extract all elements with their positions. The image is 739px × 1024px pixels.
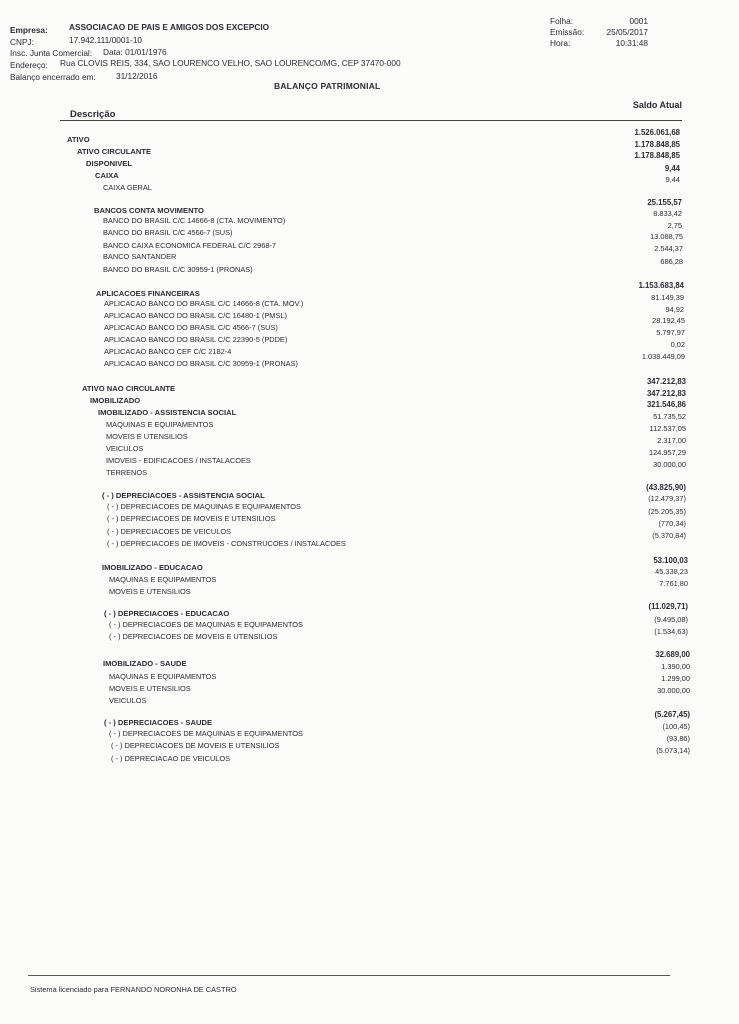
column-saldo-atual: Saldo Atual <box>632 100 682 110</box>
account-group-label: IMOBILIZADO - EDUCACAO <box>102 563 203 572</box>
account-group-balance: 321.546,86 <box>646 400 686 409</box>
account-label: ( - ) DEPRECIACOES DE MAQUINAS E EQUIPAMENTOS <box>109 620 303 629</box>
account-label: MOVEIS E UTENSILIOS <box>109 684 191 693</box>
account-group-label: ( - ) DEPRECIACOES - SAUDE <box>104 718 213 727</box>
account-group-balance: 1.153.683,84 <box>638 281 684 290</box>
emissao-value: 25/05/2017 <box>606 27 648 37</box>
account-label: TERRENOS <box>106 468 148 477</box>
account-balance: (5.370,84) <box>652 531 686 540</box>
account-balance: (1.534,63) <box>654 627 688 636</box>
folha-value: 0001 <box>629 16 648 26</box>
meta-folha <box>550 16 648 27</box>
account-label: ( - ) DEPRECIACOES DE MAQUINAS E EQUIPAMENTOS <box>109 729 303 738</box>
account-label: VEICULOS <box>106 444 144 453</box>
account-balance: 2.317,00 <box>657 436 686 445</box>
account-group-balance: 1.178.848,85 <box>634 140 680 149</box>
account-balance: (93,86) <box>666 734 690 743</box>
balanco-value: 31/12/2016 <box>116 71 158 81</box>
account-balance: 2.544,37 <box>654 244 683 253</box>
account-label: APLICACAO BANCO DO BRASIL C/C 14666-8 (CTA. MOV.) <box>104 299 304 308</box>
account-group-balance: (11.029,71) <box>648 602 688 611</box>
account-group-label: APLICACOES FINANCEIRAS <box>96 289 200 298</box>
account-balance: 112.537,05 <box>649 424 686 433</box>
account-label: MOVEIS E UTENSILIOS <box>106 432 188 441</box>
account-group-balance: 53.100,03 <box>653 556 688 565</box>
cnpj-label: CNPJ: <box>10 37 34 47</box>
account-label: BANCO DO BRASIL C/C 14666-8 (CTA. MOVIMENTO) <box>103 216 286 225</box>
account-label: ( - ) DEPRECIACOES DE MOVEIS E UTENSILIOS <box>111 741 280 750</box>
account-label: ( - ) DEPRECIACOES DE VEICULOS <box>107 527 232 536</box>
account-group-label: ( - ) DEPRECIACOES - EDUCACAO <box>104 609 230 618</box>
empresa-label: Empresa: <box>10 25 48 35</box>
endereco-label: Endereço: <box>10 60 48 70</box>
footer-text: Sistema licenciado para FERNANDO NORONHA DE CASTRO <box>30 985 237 994</box>
account-group-label: ATIVO NAO CIRCULANTE <box>82 384 176 393</box>
emissao-label: Emissão: <box>550 27 585 37</box>
account-group-label: DISPONIVEL <box>86 159 132 168</box>
account-balance: (12.479,37) <box>648 494 686 503</box>
account-balance: 45.338,23 <box>655 567 688 576</box>
meta-block <box>550 16 648 50</box>
account-balance: 1.390,00 <box>661 662 690 671</box>
balanco-line <box>10 71 158 82</box>
account-balance: 9,44 <box>665 175 680 184</box>
endereco-line <box>10 58 401 70</box>
account-balance: (100,45) <box>662 722 690 731</box>
column-descricao: Descrição <box>70 109 116 120</box>
account-group-balance: 1.178.848,85 <box>634 151 680 160</box>
report-title: BALANÇO PATRIMONIAL <box>274 81 381 91</box>
account-balance: 30.000,00 <box>657 686 690 695</box>
cnpj-line <box>10 35 143 47</box>
account-balance: (25.205,35) <box>648 507 686 516</box>
account-label: ( - ) DEPRECIACOES DE MAQUINAS E EQUIPAMENTOS <box>107 502 301 511</box>
junta-label: Insc. Junta Comercial: <box>10 48 93 58</box>
account-label: IMOVEIS - EDIFICACOES / INSTALACOES <box>106 456 251 465</box>
account-group-balance: 347.212,83 <box>646 389 686 398</box>
account-label: APLICACAO BANCO CEF C/C 2182-4 <box>104 347 232 356</box>
account-label: BANCO SANTANDER <box>103 252 177 261</box>
account-group-label: IMOBILIZADO - SAUDE <box>103 659 187 668</box>
hora-label: Hora: <box>550 38 571 48</box>
account-label: VEICULOS <box>109 696 147 705</box>
account-group-balance: (5.267,45) <box>654 710 690 719</box>
account-balance: 8.833,42 <box>653 209 682 218</box>
account-balance: (9.495,08) <box>654 615 688 624</box>
account-balance: (5.073,14) <box>656 746 690 755</box>
account-group-balance: 347.212,83 <box>646 377 686 386</box>
account-balance: 81.149,39 <box>651 293 684 302</box>
account-balance: 28.192,45 <box>652 316 685 325</box>
account-group-balance: 25.155,57 <box>647 198 682 207</box>
account-label: ( - ) DEPRECIACOES DE IMOVEIS - CONSTRUCOES / INSTALACOES <box>107 539 346 548</box>
account-balance: 30.000,00 <box>653 460 686 469</box>
account-label: APLICACAO BANCO DO BRASIL C/C 30959-1 (PRONAS) <box>104 359 298 368</box>
account-group-label: ( - ) DEPRECIACOES - ASSISTENCIA SOCIAL <box>102 491 265 500</box>
account-group-balance: 9,44 <box>664 164 680 173</box>
account-label: MAQUINAS E EQUIPAMENTOS <box>109 575 217 584</box>
account-label: BANCO DO BRASIL C/C 30959-1 (PRONAS) <box>103 265 253 274</box>
account-group-label: BANCOS CONTA MOVIMENTO <box>94 206 204 215</box>
account-label: ( - ) DEPRECIACOES DE MOVEIS E UTENSILIOS <box>109 632 278 641</box>
account-balance: 1.299,00 <box>661 674 690 683</box>
balanco-label: Balanço encerrado em: <box>10 72 96 82</box>
account-balance: (770,34) <box>658 519 686 528</box>
cnpj-value: 17.942.111/0001-10 <box>69 35 143 45</box>
account-label: MAQUINAS E EQUIPAMENTOS <box>109 672 217 681</box>
account-group-label: ATIVO <box>67 135 90 144</box>
account-balance: 0,02 <box>670 340 685 349</box>
account-label: APLICACAO BANCO DO BRASIL C/C 16480-1 (PMSL) <box>104 311 287 320</box>
meta-hora <box>550 38 648 49</box>
account-balance: 5.797,97 <box>656 328 685 337</box>
account-label: CAIXA GERAL <box>103 183 152 192</box>
account-balance: 1.038.449,09 <box>641 352 685 361</box>
account-balance: 124.957,29 <box>649 448 686 457</box>
account-label: MOVEIS E UTENSILIOS <box>109 587 191 596</box>
account-balance: 51.735,52 <box>653 412 686 421</box>
account-label: MAQUINAS E EQUIPAMENTOS <box>106 420 214 429</box>
account-group-label: CAIXA <box>95 171 119 180</box>
hora-value: 10:31:48 <box>615 38 648 48</box>
account-group-balance: 32.689,00 <box>655 650 690 659</box>
account-group-label: IMOBILIZADO <box>90 396 141 405</box>
account-group-balance: (43.825,90) <box>646 483 686 492</box>
account-group-label: ATIVO CIRCULANTE <box>77 147 152 156</box>
endereco-value: Rua CLOVIS REIS, 334, SAO LOURENCO VELHO, SAO LOURENCO/MG, CEP 37470-000 <box>60 58 401 68</box>
account-label: APLICACAO BANCO DO BRASIL C/C 4566-7 (SUS) <box>104 323 278 332</box>
account-balance: 94,92 <box>665 305 684 314</box>
column-header <box>60 100 682 121</box>
junta-value: Data: 01/01/1976 <box>103 47 167 57</box>
empresa-name: ASSOCIACAO DE PAIS E AMIGOS DOS EXCEPCIO <box>69 22 270 32</box>
account-balance: 686,28 <box>660 257 683 266</box>
account-balance: 13.088,75 <box>650 232 683 241</box>
account-label: ( - ) DEPRECIACOES DE MOVEIS E UTENSILIOS <box>107 514 276 523</box>
empresa-line <box>10 22 270 35</box>
account-balance: 7.761,80 <box>659 579 688 588</box>
junta-line <box>10 47 167 58</box>
account-label: BANCO CAIXA ECONOMICA FEDERAL C/C 2968-7 <box>103 241 277 250</box>
account-group-balance: 1.526.061,68 <box>634 128 680 137</box>
footer-divider <box>28 975 670 976</box>
account-balance: 2,75 <box>667 221 682 230</box>
account-label: ( - ) DEPRECIACAO DE VEICULOS <box>111 754 231 763</box>
folha-label: Folha: <box>550 16 574 26</box>
meta-emissao <box>550 27 648 38</box>
account-group-label: IMOBILIZADO - ASSISTENCIA SOCIAL <box>98 408 237 417</box>
account-label: BANCO DO BRASIL C/C 4566-7 (SUS) <box>103 228 233 237</box>
account-label: APLICACAO BANCO DO BRASIL C/C 22390-5 (PDDE) <box>104 335 288 344</box>
